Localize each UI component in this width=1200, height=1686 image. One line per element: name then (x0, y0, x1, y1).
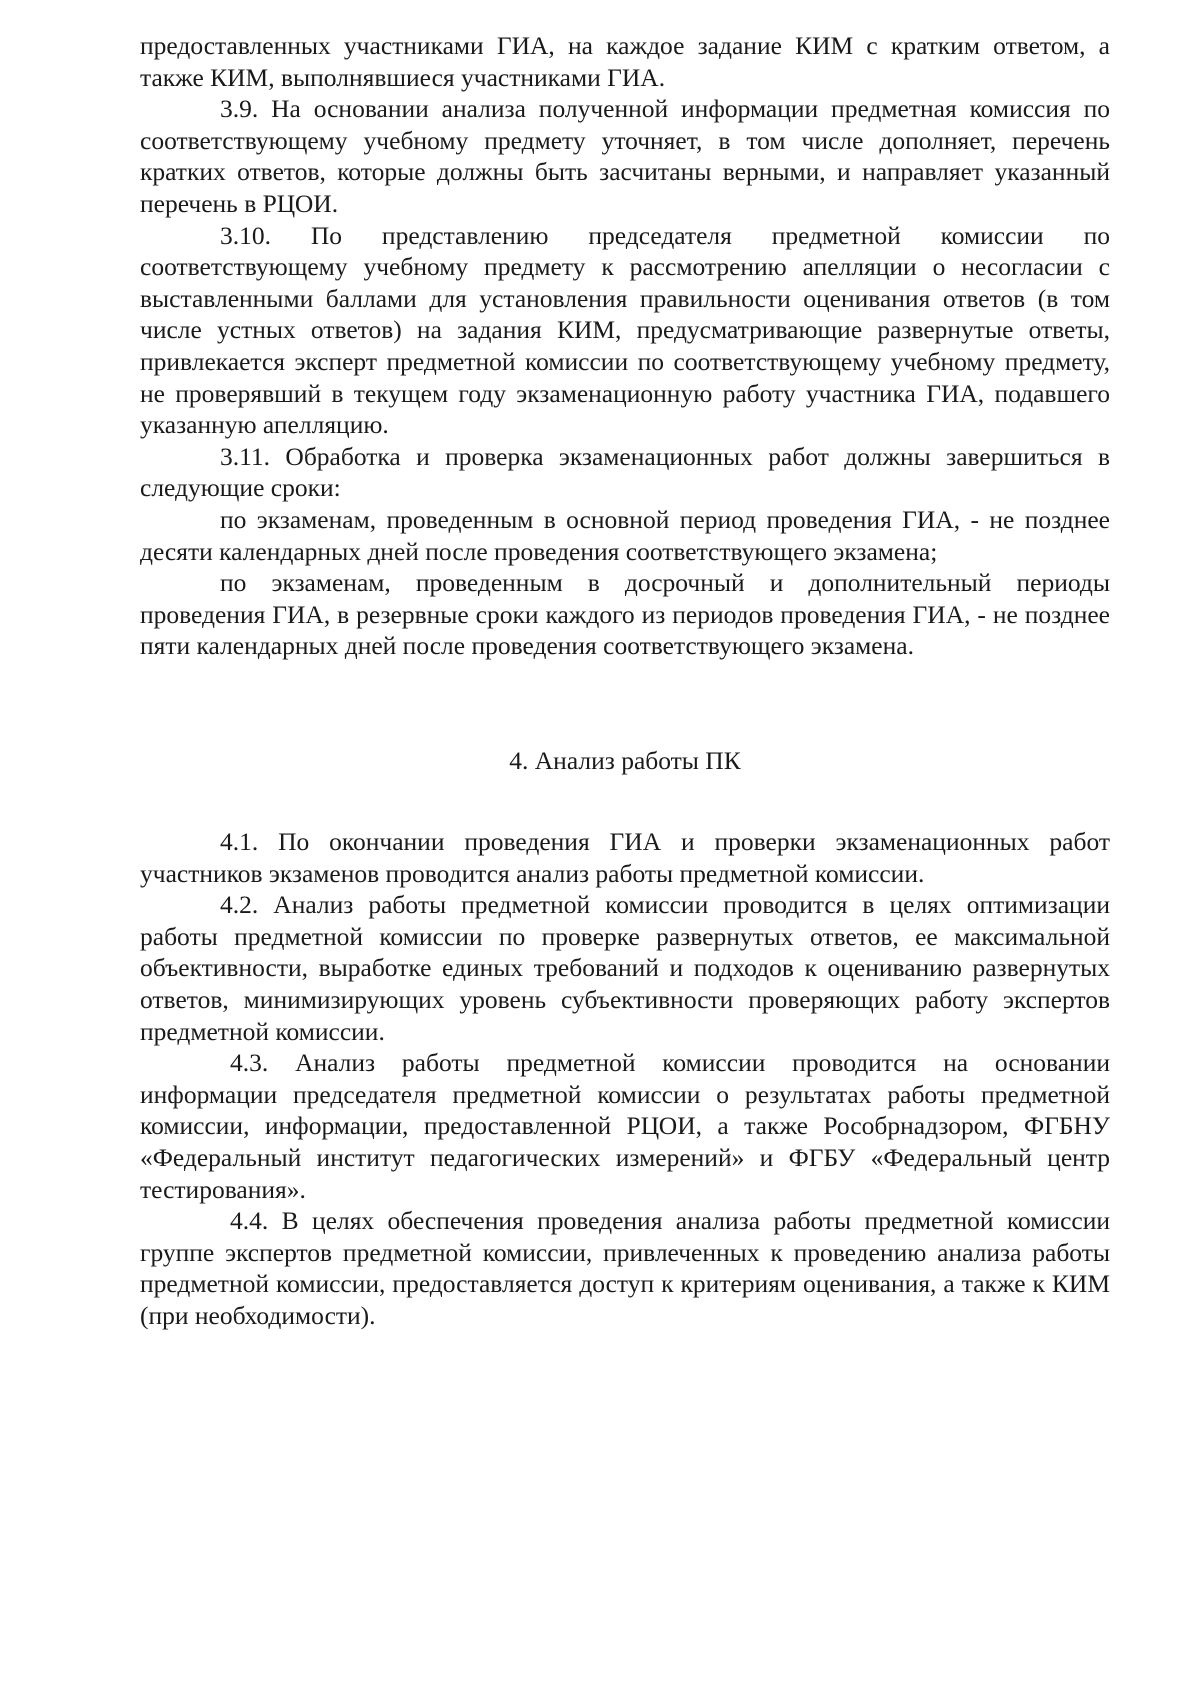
paragraph-3-10: 3.10. По представлению председателя предметной комиссии по соответствующему учебному предмету к рассмотрению апелляции о несогласии с выставленными баллами для установления правильности оценивания ответов (в том числе устных ответов) на задания КИМ, предусматривающие развернутые ответы, привлекается эксперт предметной комиссии по соответствующему учебному предмету, не проверявший в текущем году экзаменационную работу участника ГИА, подавшего указанную апелляцию. (140, 220, 1110, 440)
paragraph-4-3: 4.3. Анализ работы предметной комиссии проводится на основании информации председателя предметной комиссии о результатах работы предметной комиссии, информации, предоставленной РЦОИ, а также Рособрнадзором, ФГБНУ «Федеральный институт педагогических измерений» и ФГБУ «Федеральный центр тестирования». (140, 1048, 1110, 1204)
paragraph-3-11-main-period: по экзаменам, проведенным в основной период проведения ГИА, - не позднее десяти календарных дней после проведения соответствующего экзамена; (140, 504, 1110, 566)
paragraph-4-2: 4.2. Анализ работы предметной комиссии проводится в целях оптимизации работы предметной комиссии по проверке развернутых ответов, ее максимальной объективности, выработке единых требований и подходов к оцениванию развернутых ответов, минимизирующих уровень субъективности проверяющих работу экспертов предметной комиссии. (140, 890, 1110, 1046)
paragraph-3-11: 3.11. Обработка и проверка экзаменационных работ должны завершиться в следующие сроки: (140, 441, 1110, 503)
paragraph-4-4: 4.4. В целях обеспечения проведения анализа работы предметной комиссии группе экспертов предметной комиссии, привлеченных к проведению анализа работы предметной комиссии, предоставляется доступ к критериям оценивания, а также к КИМ (при необходимости). (140, 1206, 1110, 1330)
continuation-paragraph: предоставленных участниками ГИА, на каждое задание КИМ с кратким ответом, а также КИМ, выполнявшиеся участниками ГИА. (140, 31, 1110, 92)
section-4-heading: 4. Анализ работы ПК (509, 746, 741, 775)
paragraph-4-1: 4.1. По окончании проведения ГИА и проверки экзаменационных работ участников экзаменов проводится анализ работы предметной комиссии. (140, 827, 1110, 888)
section-4-text (140, 826, 1110, 1332)
section-3-text (140, 30, 1110, 662)
paragraph-3-11-early-period: по экзаменам, проведенным в досрочный и дополнительный периоды проведения ГИА, в резервные сроки каждого из периодов проведения ГИА, - не позднее пяти календарных дней после проведения соответствующего экзамена. (140, 568, 1110, 661)
paragraph-3-9: 3.9. На основании анализа полученной информации предметная комиссия по соответствующему учебному предмету уточняет, в том числе дополняет, перечень кратких ответов, которые должны быть засчитаны верными, и направляет указанный перечень в РЦОИ. (140, 94, 1110, 218)
